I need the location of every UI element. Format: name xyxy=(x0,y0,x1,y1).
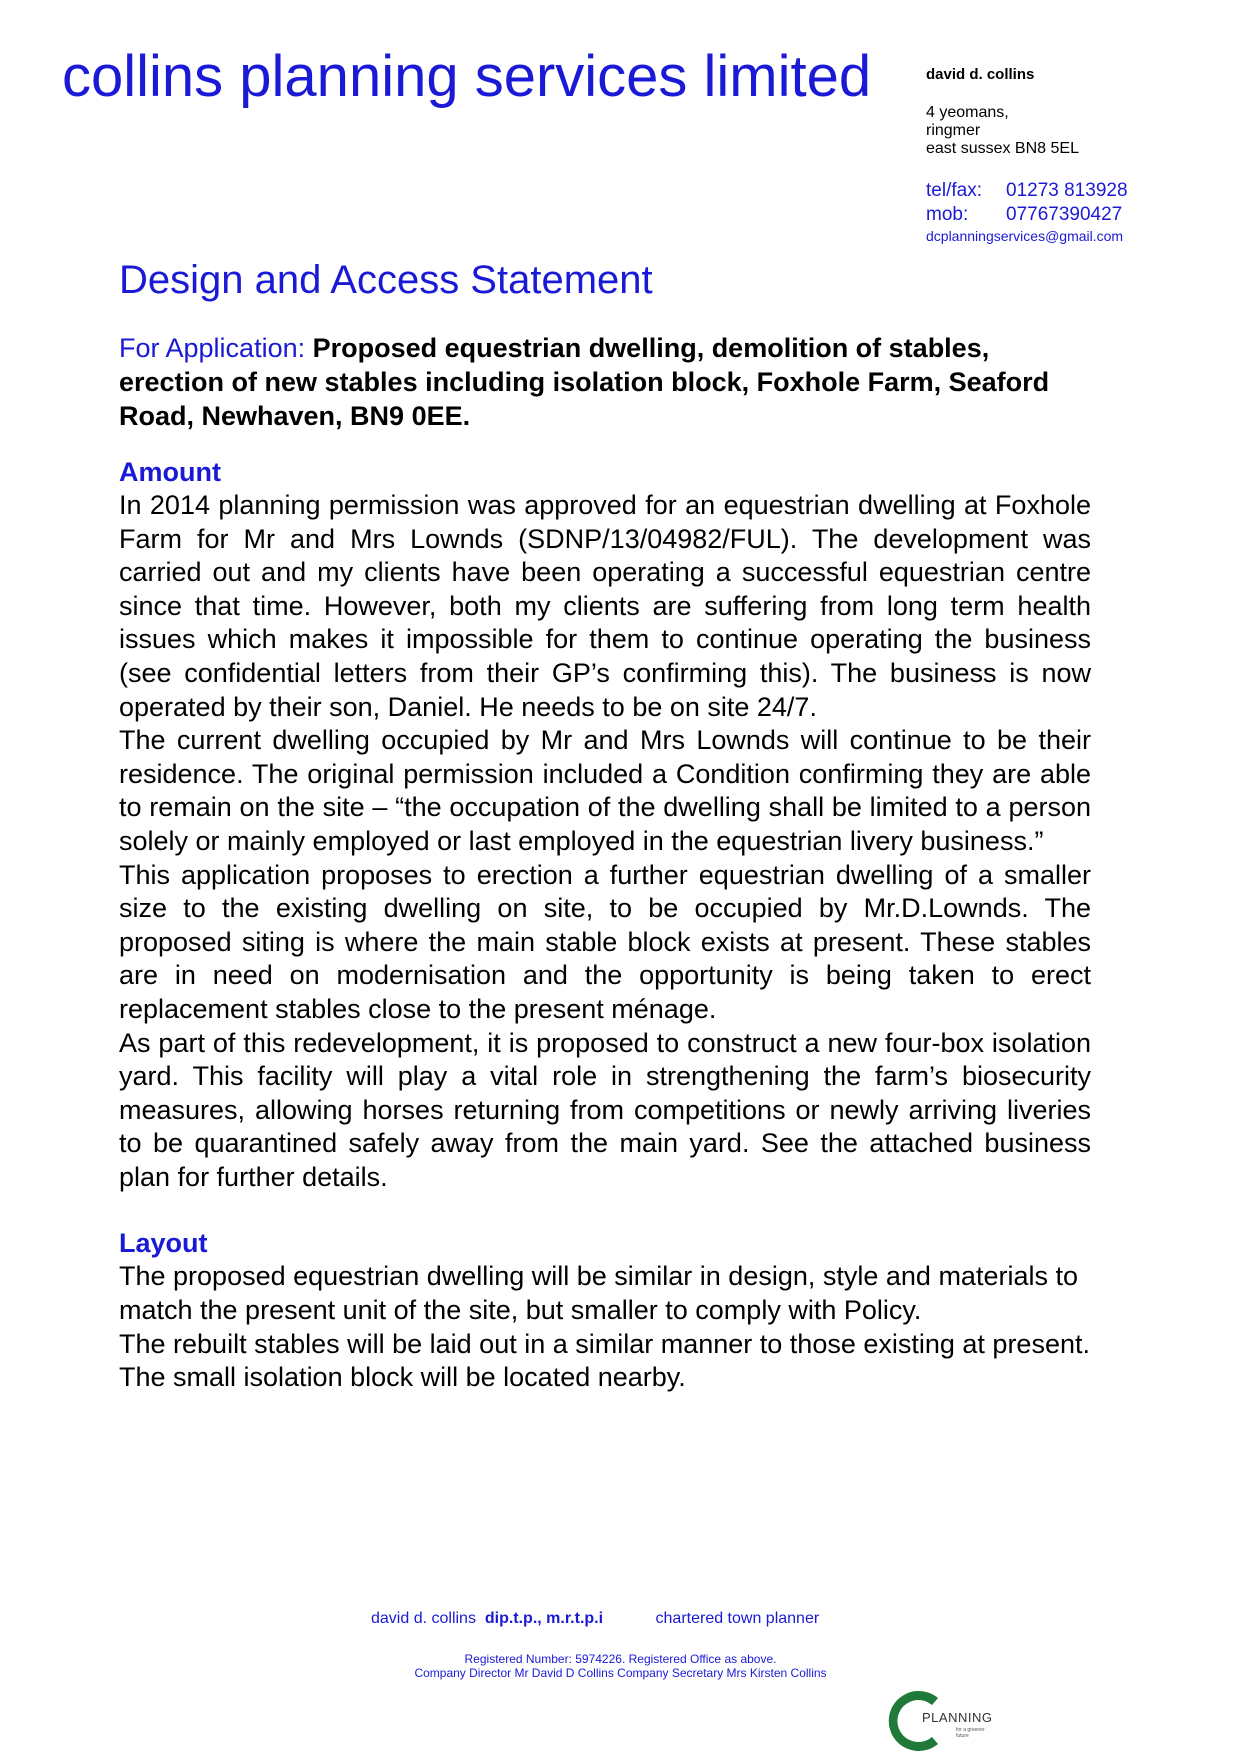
logo-tagline: future xyxy=(956,1733,969,1739)
paragraph: The proposed equestrian dwelling will be similar in design, style and materials to match the present unit of the site, but smaller to comply with Policy. xyxy=(119,1261,1078,1326)
footer-name: david d. collins xyxy=(371,1610,476,1627)
address-line: 4 yeomans, xyxy=(926,104,1009,121)
paragraph: The current dwelling occupied by Mr and Mrs Lownds will continue to be their residence. The original permission included a Condition confirming they are able to remain on the site – “the occupation of the dwelling shall be limited to a person solely or mainly employed or last employed in the equestrian livery business.” xyxy=(119,725,1091,856)
section-heading-layout: Layout xyxy=(119,1228,208,1259)
address-line: east sussex BN8 5EL xyxy=(926,140,1079,157)
tel-number: 01273 813928 xyxy=(1006,180,1128,201)
application-heading xyxy=(119,331,1091,433)
document-title: Design and Access Statement xyxy=(119,258,653,302)
section-heading-amount: Amount xyxy=(119,457,221,487)
email-link[interactable]: dcplanningservices@gmail.com xyxy=(926,228,1124,244)
paragraph: In 2014 planning permission was approved for an equestrian dwelling at Foxhole Farm for Mr and Mrs Lownds (SDNP/13/04982/FUL). The development was carried out and my clients have been operating a successful equestrian centre since that time. However, both my clients are suffering from long term health issues which makes it impossible for them to continue operating the business (see confidential letters from their GP’s confirming this). The business is now operated by their son, Daniel. He needs to be on site 24/7. xyxy=(119,490,1091,722)
phone-block xyxy=(926,179,1226,227)
company-name: collins planning services limited xyxy=(62,44,872,109)
registered-number: Registered Number: 5974226. Registered Office as above. xyxy=(464,1652,777,1666)
paragraph: The rebuilt stables will be laid out in a similar manner to those existing at present. The small isolation block will be located nearby. xyxy=(119,1328,1090,1393)
logo-word: PLANNING xyxy=(922,1710,993,1725)
mob-number: 07767390427 xyxy=(1006,204,1123,225)
address xyxy=(926,104,1226,158)
application-label: For Application: xyxy=(119,333,306,363)
footer-registration xyxy=(0,1652,1241,1680)
document-body xyxy=(119,255,1091,1395)
tel-label: tel/fax: xyxy=(926,180,982,201)
paragraph: As part of this redevelopment, it is proposed to construct a new four-box isolation yard. This facility will play a vital role in strengthening the farm’s biosecurity measures, allowing horses returning from competitions or newly arriving liveries to be quarantined safely away from the main yard. See the attached business plan for further details. xyxy=(119,1027,1091,1192)
footer-role: chartered town planner xyxy=(655,1610,820,1627)
contact-block xyxy=(926,66,1226,245)
address-line: ringmer xyxy=(926,122,981,139)
company-officers: Company Director Mr David D Collins Company Secretary Mrs Kirsten Collins xyxy=(414,1666,827,1680)
application-text: Proposed equestrian dwelling, demolition of stables, erection of new stables including isolation block, Foxhole Farm, Seaford Road, Newhaven, BN9 0EE. xyxy=(119,333,1050,431)
planning-logo xyxy=(880,1688,1020,1754)
mob-label: mob: xyxy=(926,204,969,225)
footer-signature xyxy=(371,1610,819,1628)
contact-name: david d. collins xyxy=(926,66,1035,83)
mob-line xyxy=(926,203,1226,227)
logo-tagline: for a greener xyxy=(956,1727,985,1733)
tel-line xyxy=(926,179,1226,203)
paragraph: This application proposes to erection a further equestrian dwelling of a smaller size to the existing dwelling on site, to be occupied by Mr.D.Lownds. The proposed siting is where the main stable block exists at present. These stables are in need on modernisation and the opportunity is being taken to erect replacement stables close to the present ménage. xyxy=(119,859,1091,1024)
footer-qualifications: dip.t.p., m.r.t.p.i xyxy=(484,1610,604,1627)
